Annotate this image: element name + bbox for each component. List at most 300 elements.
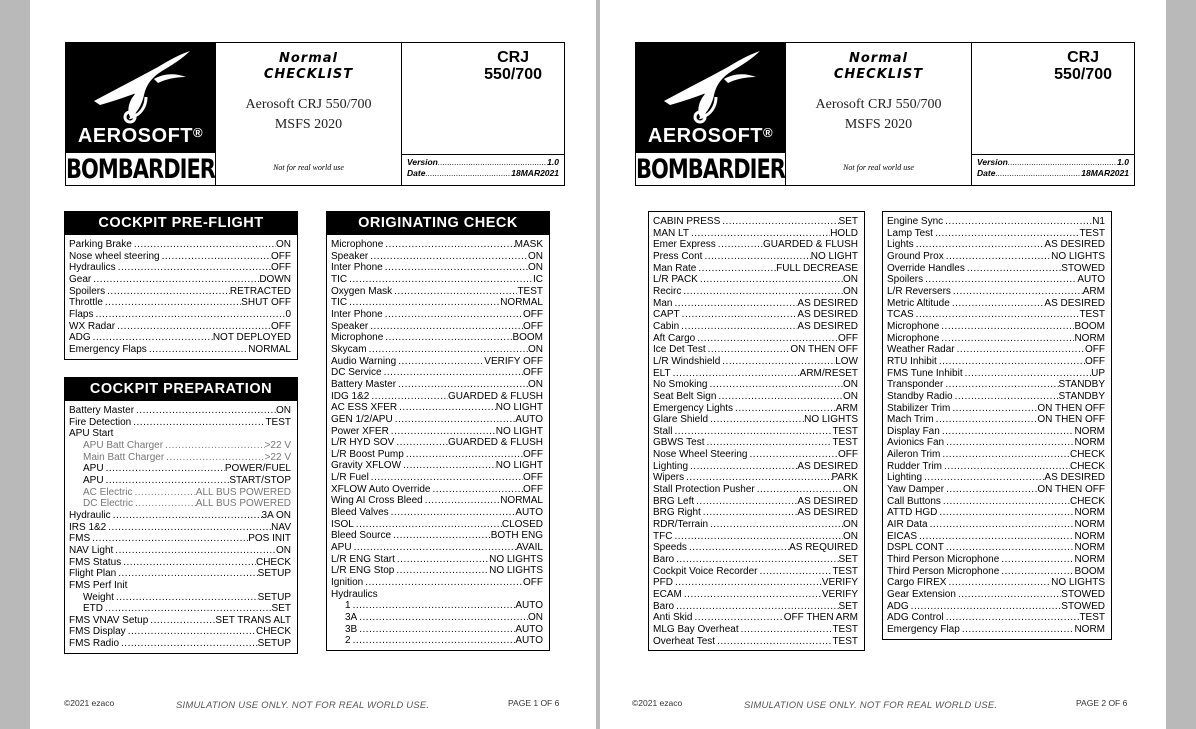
item-label: Nose Wheel Steering xyxy=(653,449,748,461)
item-value: AS DESIRED xyxy=(1044,239,1105,251)
leader-dots xyxy=(674,554,838,566)
leader-dots xyxy=(944,542,1075,554)
leader-dots xyxy=(396,379,528,391)
item-value: GUARDED & FLUSH xyxy=(447,437,543,449)
item-value: AVAIL xyxy=(516,542,543,554)
leader-dots xyxy=(394,437,448,449)
item-value: ON xyxy=(843,379,858,391)
checklist-item xyxy=(69,286,291,298)
item-label: AIR Data xyxy=(887,519,928,531)
checklist-item xyxy=(69,239,291,251)
leader-dots xyxy=(114,592,258,604)
item-label: Bleed Valves xyxy=(331,507,389,519)
leader-dots xyxy=(367,344,528,356)
item-label: Emergency Lights xyxy=(653,402,734,414)
item-label: GBWS Test xyxy=(653,437,705,449)
model-line-2: 550/700 xyxy=(484,66,542,83)
item-value: ALL BUS POWERED xyxy=(195,498,291,510)
leader-dots xyxy=(950,298,1045,310)
item-value: CHECK xyxy=(255,556,291,568)
version-box xyxy=(972,155,1134,185)
checklist-item xyxy=(653,216,858,228)
checklist-item xyxy=(887,589,1105,601)
item-label: Avionics Fan xyxy=(887,437,945,449)
item-value: SET xyxy=(838,216,858,227)
item-label: Fire Detection xyxy=(69,416,132,428)
title-box xyxy=(216,43,402,185)
leader-dots xyxy=(933,228,1079,240)
item-label: Ignition xyxy=(331,577,364,589)
leader-dots xyxy=(715,636,832,648)
item-label: Power XFER xyxy=(331,425,389,437)
item-value: CLOSED xyxy=(501,518,543,530)
item-label: FMS Status xyxy=(69,556,122,568)
checklist-item xyxy=(69,568,291,580)
checklist-item xyxy=(69,510,291,522)
item-value: SET xyxy=(838,554,858,566)
checklist-subtitle xyxy=(786,95,971,135)
checklist-item xyxy=(653,391,858,403)
item-label: Gear xyxy=(69,273,92,285)
item-value: DOWN xyxy=(259,273,291,285)
checklist-item xyxy=(69,498,291,510)
checklist-item xyxy=(887,321,1105,333)
item-label: Overheat Test xyxy=(653,635,716,647)
leader-dots xyxy=(939,333,1074,345)
leader-dots xyxy=(383,309,523,321)
checklist-item xyxy=(69,417,291,429)
item-label: RTU Inhibit xyxy=(887,355,937,367)
leader-dots xyxy=(106,522,271,534)
item-value: CHECK xyxy=(1069,495,1105,507)
item-value: ON xyxy=(528,262,543,274)
checklist-item xyxy=(653,286,858,298)
item-label: Flight Plan xyxy=(69,568,117,580)
checklist-item xyxy=(887,251,1105,263)
leader-dots xyxy=(368,321,523,333)
model-line-1: CRJ xyxy=(497,49,530,66)
item-value: NORM xyxy=(1074,542,1105,554)
checklist-item xyxy=(653,379,858,391)
leader-dots xyxy=(383,332,512,344)
leader-dots xyxy=(103,603,272,615)
item-label: Baro xyxy=(653,554,675,566)
leader-dots xyxy=(397,402,496,414)
item-label: Hydraulic xyxy=(69,509,111,521)
item-label: Aileron Trim xyxy=(887,449,941,461)
checklist-item xyxy=(331,554,543,566)
leader-dots xyxy=(93,309,285,321)
item-label: ADG xyxy=(887,600,909,612)
leader-dots xyxy=(357,612,528,624)
leader-dots xyxy=(999,554,1074,566)
leader-dots xyxy=(351,600,516,612)
item-label: Mach Trim xyxy=(887,414,934,426)
item-label: Lights xyxy=(887,239,914,251)
item-value: BOOM xyxy=(1074,565,1105,577)
checklist-item xyxy=(653,531,858,543)
item-value: UP xyxy=(1091,367,1105,379)
item-value: FULL DECREASE xyxy=(776,262,858,274)
leader-dots xyxy=(944,484,1037,496)
item-label: Parking Brake xyxy=(69,239,132,250)
item-value: OFF xyxy=(523,448,543,460)
flying-figure-icon xyxy=(86,49,196,125)
checklist-item xyxy=(653,566,858,578)
leader-dots xyxy=(363,577,523,589)
checklist-item xyxy=(653,368,858,380)
item-label: L/R HYD SOV xyxy=(331,437,395,449)
item-value: ON xyxy=(276,544,291,556)
leader-dots xyxy=(674,601,838,613)
item-label: Baro xyxy=(653,600,675,612)
item-label: Nose wheel steering xyxy=(69,250,160,262)
leader-dots xyxy=(687,542,789,554)
leader-dots xyxy=(946,577,1051,589)
item-value: TEST xyxy=(832,565,858,577)
leader-dots xyxy=(951,286,1083,298)
leader-dots xyxy=(950,403,1037,415)
checklist-item xyxy=(887,274,1105,286)
item-value: AS DESIRED xyxy=(797,297,858,309)
item-label: Battery Master xyxy=(69,405,135,416)
checklist-item xyxy=(331,612,543,624)
leader-dots xyxy=(148,615,215,627)
item-value: TEST xyxy=(832,437,858,449)
checklist-item xyxy=(331,286,543,298)
aerosoft-logo xyxy=(66,43,215,153)
leader-dots xyxy=(393,414,516,426)
item-label: Microphone xyxy=(331,332,384,344)
section-title: ORIGINATING CHECK xyxy=(327,212,549,235)
leader-dots xyxy=(354,519,502,531)
item-value: AS DESIRED xyxy=(797,320,858,332)
item-value: NO LIGHT xyxy=(495,402,543,414)
item-label: Emergency Flap xyxy=(887,623,960,635)
checklist-item xyxy=(331,426,543,438)
item-label: Microphone xyxy=(887,320,940,332)
leader-dots xyxy=(347,297,500,309)
leader-dots xyxy=(396,356,484,368)
subtitle-line-1: Aerosoft CRJ 550/700 xyxy=(815,97,942,112)
leader-dots xyxy=(90,533,248,545)
copyright: ©2021 ezaco xyxy=(64,698,115,708)
item-label: TIC xyxy=(331,297,348,309)
checklist-item xyxy=(331,530,543,542)
item-value: N1 xyxy=(1092,216,1105,227)
leader-dots xyxy=(707,379,843,391)
item-label: BRG Right xyxy=(653,507,701,519)
item-value: NO LIGHTS xyxy=(1051,577,1105,589)
checklist-item xyxy=(653,414,858,426)
checklist-item xyxy=(69,638,291,650)
checklist-item xyxy=(887,216,1105,228)
leader-dots xyxy=(943,379,1058,391)
checklist-item xyxy=(69,309,291,321)
leader-dots xyxy=(681,286,843,298)
leader-dots xyxy=(944,612,1080,624)
item-label: CABIN PRESS xyxy=(653,216,721,227)
item-label: AC Electric xyxy=(83,486,133,498)
item-value: NORMAL xyxy=(500,495,543,507)
item-value: NO LIGHTS xyxy=(489,553,543,565)
checklist-item xyxy=(653,507,858,519)
item-label: TFC xyxy=(653,530,673,542)
leader-dots xyxy=(147,344,248,356)
version-box xyxy=(402,155,564,185)
checklist-item xyxy=(887,333,1105,345)
item-value: TEST xyxy=(832,635,858,647)
item-label: NAV Light xyxy=(69,544,114,556)
item-label: APU Batt Charger xyxy=(83,439,164,451)
checklist-item xyxy=(69,251,291,263)
leader-dots xyxy=(133,498,196,510)
item-label: Weight xyxy=(83,591,114,603)
item-label: Transponder xyxy=(887,379,944,391)
leader-dots xyxy=(696,263,776,275)
section-title: COCKPIT PRE-FLIGHT xyxy=(65,212,297,235)
item-label: Gear Extension xyxy=(887,589,956,600)
item-label: Cargo FIREX xyxy=(887,577,947,589)
leader-dots xyxy=(389,426,496,438)
checklist-item xyxy=(653,624,858,636)
checklist-item xyxy=(69,452,291,464)
leader-dots xyxy=(702,251,810,263)
item-value: START/STOP xyxy=(229,474,291,486)
checklist-item xyxy=(69,463,291,475)
item-label: 3B xyxy=(345,623,358,635)
item-value: GUARDED & FLUSH xyxy=(447,390,543,402)
leader-dots xyxy=(369,391,448,403)
leader-dots xyxy=(716,239,763,251)
leader-dots xyxy=(352,542,517,554)
item-value: ON xyxy=(843,285,858,297)
item-label: ELT xyxy=(653,367,671,379)
item-value: NO LIGHT xyxy=(810,250,858,262)
item-value: TEST xyxy=(1079,612,1105,624)
item-label: L/R Windshield xyxy=(653,355,721,367)
item-label: Microphone xyxy=(331,239,384,250)
leader-dots xyxy=(680,309,798,321)
item-value: ARM/RESET xyxy=(799,367,858,379)
item-label: Throttle xyxy=(69,297,103,309)
aerosoft-brand: AEROSOFT® xyxy=(647,125,774,147)
leader-dots xyxy=(999,566,1074,578)
checklist-item xyxy=(887,449,1105,461)
leader-dots xyxy=(111,510,262,522)
leader-dots xyxy=(104,463,225,475)
checklist-item xyxy=(331,309,543,321)
checklist-item xyxy=(653,449,858,461)
checklist-item xyxy=(331,460,543,472)
checklist-item xyxy=(653,612,858,624)
model-line-1: CRJ xyxy=(1067,49,1100,66)
item-label: ATTD HGD xyxy=(887,507,938,519)
version-row: Version ..... 1.0 xyxy=(407,157,559,168)
checklist-item xyxy=(69,344,291,356)
page-header xyxy=(65,42,565,186)
item-label: Stabilizer Trim xyxy=(887,402,951,414)
section-cockpit-preparation xyxy=(64,377,298,654)
item-label: Engine Sync xyxy=(887,216,944,227)
checklist-item xyxy=(887,298,1105,310)
item-value: OFF xyxy=(523,367,543,379)
checklist-item xyxy=(69,262,291,274)
item-value: TEST xyxy=(832,623,858,635)
item-label: APU Start xyxy=(69,428,114,440)
item-label: Call Buttons xyxy=(887,495,941,507)
checklist-item xyxy=(887,344,1105,356)
disclaimer: SIMULATION USE ONLY. NOT FOR REAL WORLD USE. xyxy=(176,700,430,711)
item-value: NORM xyxy=(1074,332,1105,344)
leader-dots xyxy=(401,460,496,472)
checklist-item xyxy=(653,263,858,275)
item-label: Aft Cargo xyxy=(653,332,696,344)
leader-dots xyxy=(383,262,528,274)
checklist-item xyxy=(331,356,543,368)
item-value: AS DESIRED xyxy=(797,507,858,519)
leader-dots xyxy=(351,635,516,647)
checklist-items xyxy=(65,401,297,653)
notice-text: Not for real world use xyxy=(273,163,344,172)
leader-dots xyxy=(928,519,1075,531)
checklist-item xyxy=(887,309,1105,321)
item-label: Spoilers xyxy=(69,285,106,297)
checklist-item xyxy=(887,403,1105,415)
item-value: OFF xyxy=(271,320,291,332)
checklist-item xyxy=(653,228,858,240)
checklist-item xyxy=(653,542,858,554)
checklist-item xyxy=(331,391,543,403)
item-value: OFF xyxy=(1085,344,1105,356)
checklist-item xyxy=(331,449,543,461)
checklist-item xyxy=(69,626,291,638)
item-value: ARM xyxy=(835,402,858,414)
leader-dots xyxy=(733,403,836,415)
item-label: EICAS xyxy=(887,530,918,542)
checklist-item xyxy=(69,603,291,615)
checklist-item xyxy=(69,580,291,592)
leader-dots xyxy=(940,449,1070,461)
item-label: FMS Radio xyxy=(69,638,120,650)
leader-dots xyxy=(944,251,1051,263)
leader-dots xyxy=(942,461,1070,473)
item-label: DC Service xyxy=(331,367,382,379)
checklist-item xyxy=(331,542,543,554)
leader-dots xyxy=(392,286,517,298)
checklist-items xyxy=(649,212,864,650)
item-value: NOT DEPLOYED xyxy=(212,332,291,344)
section-title: COCKPIT PREPARATION xyxy=(65,378,297,401)
item-value: SET TRANS ALT xyxy=(215,614,291,626)
item-label: GEN 1/2/APU xyxy=(331,413,393,425)
leader-dots xyxy=(944,437,1074,449)
item-label: Cockpit Voice Recorder xyxy=(653,565,758,577)
checklist-item xyxy=(887,496,1105,508)
item-label: Third Person Microphone xyxy=(887,565,1000,577)
item-label: Lighting xyxy=(887,472,923,484)
checklist-item xyxy=(331,589,543,601)
item-label: Emer Express xyxy=(653,239,716,251)
leader-dots xyxy=(672,426,832,438)
checklist-item xyxy=(887,531,1105,543)
item-value: BOOM xyxy=(512,332,543,344)
checklist-subtitle xyxy=(216,95,401,135)
leader-dots xyxy=(694,496,797,508)
leader-dots xyxy=(389,507,516,519)
leader-dots xyxy=(755,484,843,496)
item-value: STOWED xyxy=(1061,262,1105,274)
item-label: Third Person Microphone xyxy=(887,554,1000,566)
item-value: POS INIT xyxy=(248,533,291,545)
checklist-item xyxy=(331,402,543,414)
item-value: NO LIGHTS xyxy=(804,414,858,426)
checklist-item xyxy=(331,344,543,356)
checklist-item xyxy=(653,484,858,496)
checklist-item xyxy=(653,356,858,368)
leader-dots xyxy=(689,228,830,240)
item-value: SETUP xyxy=(257,591,291,603)
item-value: OFF xyxy=(838,449,858,461)
leader-dots xyxy=(720,356,835,368)
item-value: NO LIGHTS xyxy=(489,565,543,577)
item-value: OFF xyxy=(838,332,858,344)
item-value: CHECK xyxy=(255,626,291,638)
checklist-item xyxy=(887,379,1105,391)
item-value: NORM xyxy=(1074,519,1105,531)
checklist-item xyxy=(331,519,543,531)
item-label: Override Handles xyxy=(887,262,965,274)
checklist-item xyxy=(887,239,1105,251)
item-value: >22 V xyxy=(264,439,291,451)
leader-dots xyxy=(672,298,797,310)
checklist-item xyxy=(653,577,858,589)
leader-dots xyxy=(692,612,783,624)
section-page2-left xyxy=(648,211,865,651)
item-label: DSPL CONT xyxy=(887,542,944,554)
checklist-item xyxy=(887,577,1105,589)
page-number: PAGE 1 OF 6 xyxy=(508,698,560,708)
leader-dots xyxy=(937,356,1085,368)
checklist-item xyxy=(331,577,543,589)
leader-dots xyxy=(134,405,276,417)
leader-dots xyxy=(701,507,798,519)
item-value: 3A ON xyxy=(261,509,291,521)
leader-dots xyxy=(394,565,489,577)
checklist-item xyxy=(69,615,291,627)
checklist-item xyxy=(69,405,291,417)
date-row: Date ..... 18MAR2021 xyxy=(977,168,1129,179)
item-value: ON xyxy=(528,250,543,262)
checklist-item xyxy=(653,274,858,286)
checklist-item xyxy=(887,601,1105,613)
item-value: OFF xyxy=(523,472,543,484)
item-value: TEST xyxy=(1079,309,1105,321)
page-number: PAGE 2 OF 6 xyxy=(1076,698,1128,708)
checklist-item xyxy=(69,487,291,499)
leader-dots xyxy=(369,472,523,484)
item-value: VERIFY xyxy=(821,577,858,589)
item-label: Anti Skid xyxy=(653,612,693,624)
item-value: ON THEN OFF xyxy=(1037,402,1105,414)
model-line-2: 550/700 xyxy=(1054,66,1112,83)
leader-dots xyxy=(708,414,804,426)
item-value: NORM xyxy=(1074,425,1105,437)
item-value: NAV xyxy=(271,521,291,533)
item-label: L/R Fuel xyxy=(331,472,369,484)
item-value: OFF xyxy=(523,308,543,320)
section-cockpit-preflight xyxy=(64,211,298,360)
